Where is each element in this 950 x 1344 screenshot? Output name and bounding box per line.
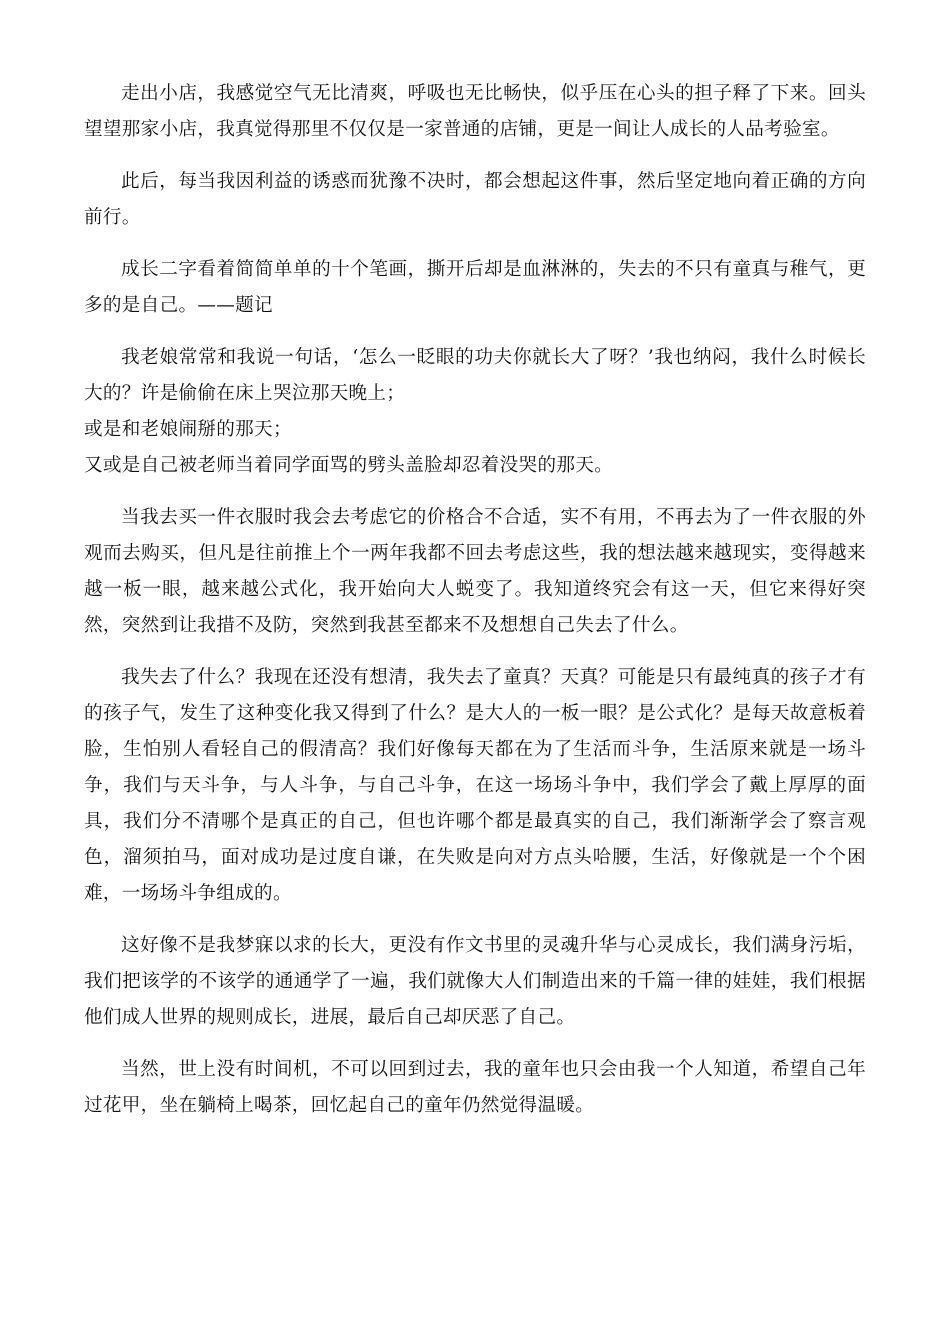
paragraph-epigraph: 成长二字看着简简单单的十个笔画，撕开后却是血淋淋的，失去的不只有童真与稚气，更多的是自己。——题记 <box>84 259 866 316</box>
paragraph-what-lost: 我失去了什么？我现在还没有想清，我失去了童真？天真？可能是只有最纯真的孩子才有的孩子气，发生了这种变化我又得到了什么？是大人的一板一眼？是公式化？是每天故意板着脸，生怕别人看轻自己的假清高？我们好像每天都在为了生活而斗争，生活原来就是一场斗争，我们与天斗争，与人斗争，与自己斗争，在这一场场斗争中，我们学会了戴上厚厚的面具，我们分不清哪个是真正的自己，但也许哪个都是最真实的自己，我们渐渐学会了察言观色，溜须拍马，面对成功是过度自谦，在失败是向对方点头哈腰，生活，好像就是一个个困难，一场场斗争组成的。 <box>84 667 866 904</box>
paragraph-no-time-machine: 当然，世上没有时间机，不可以回到过去，我的童年也只会由我一个人知道，希望自己年过花甲，坐在躺椅上喝茶，回忆起自己的童年仍然觉得温暖。 <box>84 1059 866 1116</box>
paragraph-afterwards: 此后，每当我因利益的诱惑而犹豫不决时，都会想起这件事，然后坚定地向着正确的方向前行。 <box>84 171 866 228</box>
paragraph-mother-saying: 我老娘常常和我说一句话，‘怎么一眨眼的功夫你就长大了呀？’我也纳闷，我什么时候长大的？许是偷偷在床上哭泣那天晚上； <box>84 347 866 404</box>
paragraph-buying-clothes: 当我去买一件衣服时我会去考虑它的价格合不合适，实不有用，不再去为了一件衣服的外观而去购买，但凡是往前推上个一两年我都不回去考虑这些，我的想法越来越现实，变得越来越一板一眼，越来越公式化，我开始向大人蜕变了。我知道终究会有这一天，但它来得好突然，突然到让我措不及防，突然到我甚至都来不及想想自己失去了什么。 <box>84 507 866 636</box>
paragraph-quarrel-day: 或是和老娘闹掰的那天； <box>84 419 292 440</box>
paragraph-scolded-day: 又或是自己被老师当着同学面骂的劈头盖脸却忍着没哭的那天。 <box>84 455 614 476</box>
paragraph-leaving-shop: 走出小店，我感觉空气无比清爽，呼吸也无比畅快，似乎压在心头的担子释了下来。回头望望那家小店，我真觉得那里不仅仅是一家普通的店铺，更是一间让人成长的人品考验室。 <box>84 83 866 140</box>
paragraph-not-dream-growth: 这好像不是我梦寐以求的长大，更没有作文书里的灵魂升华与心灵成长，我们满身污垢，我们把该学的不该学的通通学了一遍，我们就像大人们制造出来的千篇一律的娃娃，我们根据他们成人世界的规则成长，进展，最后自己却厌恶了自己。 <box>84 935 866 1028</box>
